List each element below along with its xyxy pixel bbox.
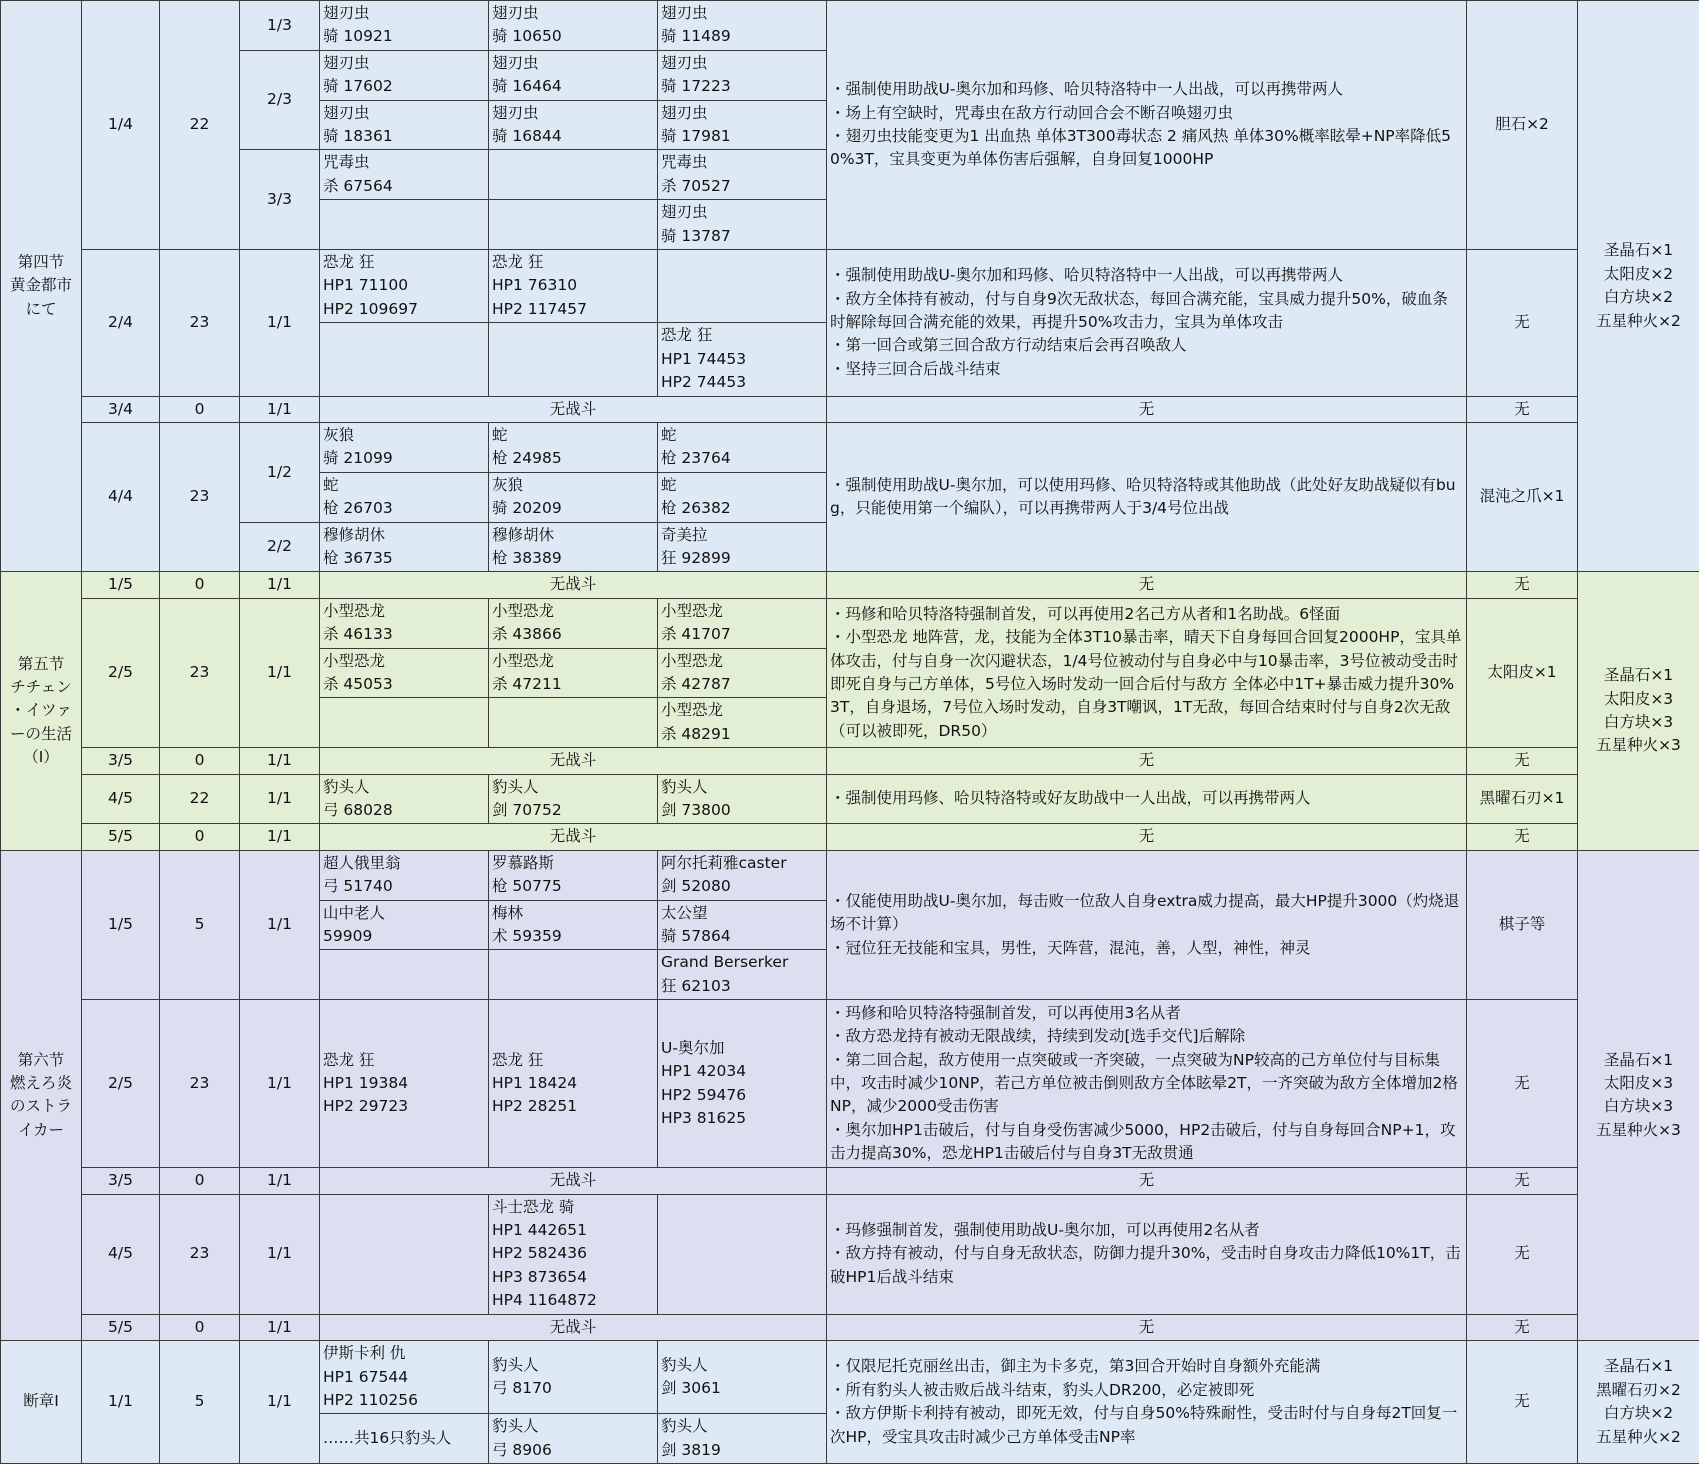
quest-number: 5/5 (82, 1314, 160, 1340)
ap-cost: 23 (160, 422, 240, 571)
enemy-cell: 小型恐龙 杀 46133 (320, 598, 489, 648)
quest-number: 2/5 (82, 1000, 160, 1168)
no-battle-label: 无战斗 (320, 748, 827, 774)
enemy-cell: 灰狼 骑 20209 (489, 472, 658, 522)
wave-number: 1/1 (240, 1314, 320, 1340)
quest-number: 4/5 (82, 1194, 160, 1314)
quest-notes: 无 (827, 1168, 1467, 1194)
quest-notes: ・强制使用助战U-奥尔加和玛修、哈贝特洛特中一人出战，可以再携带两人 ・场上有空缺时，咒毒虫在敌方行动回合会不断召唤翅刃虫 ・翅刃虫技能变更为1 出血热 单体3T300毒状态 2 痛风热 单体30%概率眩晕+NP率降低50%3T，宝具变更为单体伤害后强解，自身回复1000HP (827, 1, 1467, 250)
wave-number: 1/1 (240, 850, 320, 999)
enemy-cell-empty (489, 150, 658, 200)
enemy-cell: ……共16只豹头人 (320, 1414, 489, 1464)
quest-notes: ・玛修和哈贝特洛特强制首发，可以再使用3名从者 ・敌方恐龙持有被动无限战续，持续到发动[选手交代]后解除 ・第二回合起，敌方使用一点突破或一齐突破，一点突破为NP较高的己方单位付与目标集中，攻击时减少10NP，若己方单位被击倒则敌方全体眩晕2T，一齐突破为敌方全体增加2格NP，减少2000受击伤害 ・奥尔加HP1击破后，付与自身受伤害减少5000，HP2击破后，付与自身每回合NP+1，攻击力提高30%，恐龙HP1击破后付与自身3T无敌贯通 (827, 1000, 1467, 1168)
enemy-cell-empty (658, 250, 827, 323)
ap-cost: 0 (160, 1168, 240, 1194)
enemy-cell-empty (320, 950, 489, 1000)
enemy-cell: 奇美拉 狂 92899 (658, 522, 827, 572)
enemy-cell: 超人俄里翁 弓 51740 (320, 850, 489, 900)
quest-notes: 无 (827, 396, 1467, 422)
no-battle-label: 无战斗 (320, 396, 827, 422)
enemy-cell: 咒毒虫 杀 70527 (658, 150, 827, 200)
section-name: 第五节 チチェン ・イツァ ーの生活 （Ⅰ） (1, 572, 82, 850)
enemy-cell: 翅刃虫 骑 10921 (320, 1, 489, 51)
wave-number: 1/1 (240, 774, 320, 824)
enemy-cell: 翅刃虫 骑 16464 (489, 50, 658, 100)
quest-number: 3/4 (82, 396, 160, 422)
section-reward: 圣晶石×1 黑曜石刃×2 白方块×2 五星种火×2 (1578, 1341, 1699, 1464)
wave-number: 3/3 (240, 150, 320, 250)
quest-notes: ・玛修强制首发，强制使用助战U-奥尔加，可以再使用2名从者 ・敌方持有被动，付与自身无敌状态，防御力提升30%，受击时自身攻击力降低10%1T，击破HP1后战斗结束 (827, 1194, 1467, 1314)
wave-number: 1/1 (240, 1000, 320, 1168)
enemy-cell: 穆修胡休 枪 36735 (320, 522, 489, 572)
wave-number: 1/1 (240, 250, 320, 396)
enemy-cell: 恐龙 狂 HP1 71100 HP2 109697 (320, 250, 489, 323)
quest-reward: 混沌之爪×1 (1467, 422, 1578, 571)
ap-cost: 0 (160, 824, 240, 850)
enemy-cell: 豹头人 弓 68028 (320, 774, 489, 824)
ap-cost: 0 (160, 1314, 240, 1340)
enemy-cell: 小型恐龙 杀 48291 (658, 698, 827, 748)
wave-number: 1/1 (240, 396, 320, 422)
enemy-cell-empty (320, 1194, 489, 1314)
enemy-cell: 小型恐龙 杀 47211 (489, 648, 658, 698)
quest-notes: ・强制使用玛修、哈贝特洛特或好友助战中一人出战，可以再携带两人 (827, 774, 1467, 824)
wave-number: 1/1 (240, 572, 320, 598)
quest-reward: 无 (1467, 250, 1578, 396)
quest-reward: 无 (1467, 1000, 1578, 1168)
quest-reward: 无 (1467, 1314, 1578, 1340)
enemy-cell-empty (489, 698, 658, 748)
ap-cost: 23 (160, 250, 240, 396)
wave-number: 1/1 (240, 748, 320, 774)
section-reward: 圣晶石×1 太阳皮×2 白方块×2 五星种火×2 (1578, 1, 1699, 572)
no-battle-label: 无战斗 (320, 1314, 827, 1340)
enemy-cell: 咒毒虫 杀 67564 (320, 150, 489, 200)
enemy-cell: 蛇 枪 23764 (658, 422, 827, 472)
no-battle-label: 无战斗 (320, 824, 827, 850)
enemy-cell: 阿尔托莉雅caster 剑 52080 (658, 850, 827, 900)
enemy-cell: 翅刃虫 骑 13787 (658, 200, 827, 250)
wave-number: 2/2 (240, 522, 320, 572)
wave-number: 1/1 (240, 1341, 320, 1464)
quest-notes: ・仅能使用助战U-奥尔加，每击败一位敌人自身extra威力提高，最大HP提升3000（灼烧退场不计算） ・冠位狂无技能和宝具，男性，天阵营，混沌，善，人型，神性，神灵 (827, 850, 1467, 999)
quest-number: 5/5 (82, 824, 160, 850)
ap-cost: 22 (160, 1, 240, 250)
quest-number: 1/5 (82, 572, 160, 598)
enemy-cell: 翅刃虫 骑 16844 (489, 100, 658, 150)
quest-notes: 无 (827, 824, 1467, 850)
enemy-cell: U-奥尔加 HP1 42034 HP2 59476 HP3 81625 (658, 1000, 827, 1168)
enemy-cell: 豹头人 弓 8906 (489, 1414, 658, 1464)
quest-notes: 无 (827, 748, 1467, 774)
ap-cost: 5 (160, 850, 240, 999)
enemy-cell-empty (320, 323, 489, 396)
quest-reward: 棋子等 (1467, 850, 1578, 999)
enemy-cell-empty (489, 200, 658, 250)
quest-reward: 太阳皮×1 (1467, 598, 1578, 747)
quest-number: 2/4 (82, 250, 160, 396)
enemy-cell: 恐龙 狂 HP1 74453 HP2 74453 (658, 323, 827, 396)
no-battle-label: 无战斗 (320, 1168, 827, 1194)
ap-cost: 23 (160, 598, 240, 747)
enemy-cell: 恐龙 狂 HP1 76310 HP2 117457 (489, 250, 658, 323)
quest-reward: 无 (1467, 1168, 1578, 1194)
section-name: 第六节 燃えろ炎 のストラ イカー (1, 850, 82, 1340)
enemy-cell: 穆修胡休 枪 38389 (489, 522, 658, 572)
enemy-cell: 翅刃虫 骑 17223 (658, 50, 827, 100)
quest-number: 4/5 (82, 774, 160, 824)
quest-notes: ・仅限尼托克丽丝出击，御主为卡多克，第3回合开始时自身额外充能满 ・所有豹头人被击败后战斗结束，豹头人DR200，必定被即死 ・敌方伊斯卡利持有被动，即死无效，付与自身50%特殊耐性，受击时付与自身每2T回复一次HP，受宝具攻击时减少己方单体受击NP率 (827, 1341, 1467, 1464)
quest-reward: 无 (1467, 1194, 1578, 1314)
enemy-cell: 山中老人 59909 (320, 900, 489, 950)
wave-number: 2/3 (240, 50, 320, 150)
quest-reward: 黑曜石刃×1 (1467, 774, 1578, 824)
quest-notes: 无 (827, 572, 1467, 598)
wave-number: 1/2 (240, 422, 320, 522)
enemy-cell: 灰狼 骑 21099 (320, 422, 489, 472)
enemy-cell: 斗士恐龙 骑 HP1 442651 HP2 582436 HP3 873654 HP4 1164872 (489, 1194, 658, 1314)
enemy-cell-empty (489, 323, 658, 396)
enemy-cell: 蛇 枪 24985 (489, 422, 658, 472)
quest-reward: 无 (1467, 396, 1578, 422)
wave-number: 1/1 (240, 1168, 320, 1194)
quest-number: 1/1 (82, 1341, 160, 1464)
enemy-cell: 蛇 枪 26382 (658, 472, 827, 522)
section-reward: 圣晶石×1 太阳皮×3 白方块×3 五星种火×3 (1578, 572, 1699, 850)
enemy-cell: 豹头人 剑 3061 (658, 1341, 827, 1414)
enemy-cell-empty (658, 1194, 827, 1314)
quest-reward: 无 (1467, 572, 1578, 598)
quest-notes: ・玛修和哈贝特洛特强制首发，可以再使用2名己方从者和1名助战。6怪面 ・小型恐龙 地阵营，龙，技能为全体3T10暴击率，晴天下自身每回合回复2000HP，宝具单体攻击，付与自身一次闪避状态，1/4号位被动付与自身必中与10暴击率，3号位被动受击时即死自身与己方单体，5号位入场时发动一回合后付与敌方 全体必中1T+暴击威力提升30%3T，自身退场，7号位入场时发动，自身3T嘲讽，1T无敌，每回合结束时付与自身2次无敌（可以被即死，DR50） (827, 598, 1467, 747)
enemy-cell: 小型恐龙 杀 43866 (489, 598, 658, 648)
ap-cost: 0 (160, 748, 240, 774)
enemy-cell: 豹头人 剑 3819 (658, 1414, 827, 1464)
enemy-cell: 梅林 术 59359 (489, 900, 658, 950)
quest-number: 1/5 (82, 850, 160, 999)
wave-number: 1/1 (240, 824, 320, 850)
quest-notes: ・强制使用助战U-奥尔加和玛修、哈贝特洛特中一人出战，可以再携带两人 ・敌方全体持有被动，付与自身9次无敌状态，每回合满充能，宝具威力提升50%，破血条时解除每回合满充能的效果，再提升50%攻击力，宝具为单体攻击 ・第一回合或第三回合敌方行动结束后会再召唤敌人 ・坚持三回合后战斗结束 (827, 250, 1467, 396)
ap-cost: 0 (160, 396, 240, 422)
quest-reward: 胆石×2 (1467, 1, 1578, 250)
ap-cost: 23 (160, 1194, 240, 1314)
quest-number: 3/5 (82, 748, 160, 774)
enemy-cell: 豹头人 弓 8170 (489, 1341, 658, 1414)
enemy-cell-empty (489, 950, 658, 1000)
section-name: 断章Ⅰ (1, 1341, 82, 1464)
section-reward: 圣晶石×1 太阳皮×3 白方块×3 五星种火×3 (1578, 850, 1699, 1340)
enemy-cell: 小型恐龙 杀 45053 (320, 648, 489, 698)
wave-number: 1/1 (240, 1194, 320, 1314)
enemy-cell: 太公望 骑 57864 (658, 900, 827, 950)
quest-number: 1/4 (82, 1, 160, 250)
quest-notes: 无 (827, 1314, 1467, 1340)
enemy-cell-empty (320, 698, 489, 748)
ap-cost: 0 (160, 572, 240, 598)
enemy-cell: 翅刃虫 骑 11489 (658, 1, 827, 51)
no-battle-label: 无战斗 (320, 572, 827, 598)
quest-reward: 无 (1467, 824, 1578, 850)
enemy-cell: 罗慕路斯 枪 50775 (489, 850, 658, 900)
enemy-cell: 伊斯卡利 仇 HP1 67544 HP2 110256 (320, 1341, 489, 1414)
quest-number: 2/5 (82, 598, 160, 747)
enemy-cell: 蛇 枪 26703 (320, 472, 489, 522)
ap-cost: 23 (160, 1000, 240, 1168)
enemy-cell: 翅刃虫 骑 10650 (489, 1, 658, 51)
wave-number: 1/3 (240, 1, 320, 51)
enemy-cell: 恐龙 狂 HP1 18424 HP2 28251 (489, 1000, 658, 1168)
wave-number: 1/1 (240, 598, 320, 747)
quest-notes: ・强制使用助战U-奥尔加，可以使用玛修、哈贝特洛特或其他助战（此处好友助战疑似有bug，只能使用第一个编队），可以再携带两人于3/4号位出战 (827, 422, 1467, 571)
enemy-cell: 小型恐龙 杀 42787 (658, 648, 827, 698)
enemy-cell: 豹头人 剑 70752 (489, 774, 658, 824)
enemy-cell: Grand Berserker 狂 62103 (658, 950, 827, 1000)
section-name: 第四节 黄金都市 にて (1, 1, 82, 572)
quest-reward: 无 (1467, 1341, 1578, 1464)
enemy-cell: 小型恐龙 杀 41707 (658, 598, 827, 648)
enemy-cell-empty (320, 200, 489, 250)
enemy-cell: 翅刃虫 骑 18361 (320, 100, 489, 150)
enemy-cell: 豹头人 剑 73800 (658, 774, 827, 824)
enemy-cell: 翅刃虫 骑 17602 (320, 50, 489, 100)
ap-cost: 5 (160, 1341, 240, 1464)
quest-number: 3/5 (82, 1168, 160, 1194)
quest-reward: 无 (1467, 748, 1578, 774)
ap-cost: 22 (160, 774, 240, 824)
enemy-cell: 翅刃虫 骑 17981 (658, 100, 827, 150)
enemy-cell: 恐龙 狂 HP1 19384 HP2 29723 (320, 1000, 489, 1168)
quest-number: 4/4 (82, 422, 160, 571)
